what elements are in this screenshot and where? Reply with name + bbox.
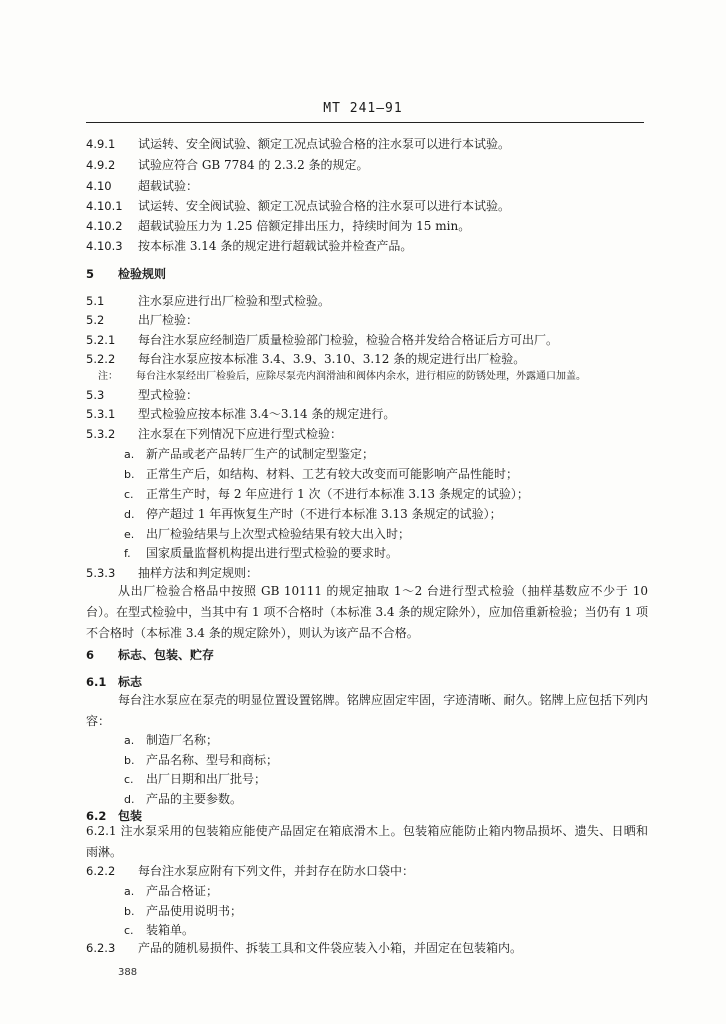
item-letter: f. — [124, 547, 131, 560]
item-letter: d. — [124, 508, 135, 521]
clause-text: 超载试验： — [138, 179, 199, 193]
list-item — [124, 792, 242, 807]
clause-5-3-2 — [86, 427, 342, 442]
item-text: 产品使用说明书； — [146, 904, 243, 918]
clause-number: 6.1 — [86, 675, 107, 689]
list-item — [124, 884, 218, 899]
clause-5-3-1 — [86, 407, 395, 422]
clause-6-2-3 — [86, 941, 522, 956]
note-5-2-2 — [98, 369, 586, 384]
page-number: 388 — [118, 967, 138, 978]
clause-4-10-3 — [86, 239, 412, 254]
clause-5-3-3 — [86, 566, 258, 581]
clause-4-9-1 — [86, 137, 510, 152]
item-text: 国家质量监督机构提出进行型式检验的要求时。 — [146, 546, 399, 560]
header-code: MT 241—91 — [323, 101, 403, 116]
item-letter: b. — [124, 468, 135, 481]
clause-number: 5.3.2 — [86, 427, 116, 441]
item-letter: b. — [124, 905, 135, 918]
clause-number: 4.10 — [86, 179, 112, 193]
item-text: 产品合格证； — [146, 884, 219, 898]
clause-5-1 — [86, 294, 330, 309]
clause-number: 4.10.3 — [86, 239, 123, 253]
item-text: 装箱单。 — [146, 923, 195, 937]
clause-text: 按本标准 3.14 条的规定进行超载试验并检查产品。 — [138, 239, 413, 253]
clause-number: 4.9.1 — [86, 137, 116, 151]
clause-text: 超载试验压力为 1.25 倍额定排出压力，持续时间为 15 min。 — [138, 219, 471, 233]
paragraph-sampling-rules: 从出厂检验合格品中按照 GB 10111 的规定抽取 1～2 台进行型式检验（抽样基数应不少于 10 台）。在型式检验中，当其中有 1 项不合格时（本标准 3.4 条的规定除外），应加倍重新检验；当仍有 1 项不合格时（本标准 3.4 条的规定除外），则认为该产品不合格。 — [86, 584, 648, 640]
item-text: 产品名称、型号和商标； — [146, 753, 279, 767]
list-item — [124, 772, 266, 787]
list-item — [124, 546, 398, 561]
clause-text: 型式检验： — [138, 388, 199, 402]
clause-text: 注水泵在下列情况下应进行型式检验： — [138, 427, 343, 441]
list-item — [124, 923, 194, 938]
list-item — [124, 447, 374, 462]
item-letter: a. — [124, 448, 135, 461]
item-letter: d. — [124, 793, 135, 806]
list-item — [124, 753, 278, 768]
list-item — [124, 527, 410, 542]
clause-text: 抽样方法和判定规则： — [138, 566, 259, 580]
item-letter: e. — [124, 528, 135, 541]
item-letter: a. — [124, 734, 135, 747]
clause-number: 5.3.3 — [86, 566, 116, 580]
clause-number: 6.2.3 — [86, 941, 116, 955]
list-item — [124, 507, 502, 522]
section-title: 标志、包装、贮存 — [118, 648, 215, 662]
clause-number: 5.2 — [86, 313, 105, 327]
clause-5-2-1 — [86, 333, 558, 348]
clause-number: 4.10.1 — [86, 199, 123, 213]
item-text: 产品的主要参数。 — [146, 792, 243, 806]
clause-text: 试运转、安全阀试验、额定工况点试验合格的注水泵可以进行本试验。 — [138, 137, 511, 151]
clause-text: 出厂检验： — [138, 313, 199, 327]
clause-5-3 — [86, 388, 198, 403]
note-label: 注： — [98, 371, 118, 382]
section-number: 5 — [86, 267, 95, 281]
list-item — [124, 467, 518, 482]
section-5-heading — [86, 267, 166, 282]
clause-number: 5.2.1 — [86, 333, 116, 347]
item-letter: c. — [124, 773, 134, 786]
clause-4-9-2 — [86, 158, 369, 173]
clause-text: 每台注水泵应附有下列文件，并封存在防水口袋中： — [138, 864, 415, 878]
header-rule — [86, 122, 644, 123]
clause-text: 试验应符合 GB 7784 的 2.3.2 条的规定。 — [138, 158, 369, 172]
clause-6-1-heading — [86, 675, 142, 690]
item-letter: b. — [124, 754, 135, 767]
clause-number: 5.3.1 — [86, 407, 116, 421]
clause-text: 每台注水泵应经制造厂质量检验部门检验，检验合格并发给合格证后方可出厂。 — [138, 333, 559, 347]
clause-text: 试运转、安全阀试验、额定工况点试验合格的注水泵可以进行本试验。 — [138, 199, 511, 213]
clause-5-2-2 — [86, 352, 525, 367]
clause-number: 5.3 — [86, 388, 105, 402]
paragraph-nameplate: 每台注水泵应在泵壳的明显位置设置铭牌。铭牌应固定牢固，字迹清晰、耐久。铭牌上应包括下列内容： — [86, 693, 648, 728]
clause-number: 4.9.2 — [86, 158, 116, 172]
item-letter: a. — [124, 885, 135, 898]
clause-4-10-2 — [86, 219, 470, 234]
clause-number: 6.2.2 — [86, 864, 116, 878]
clause-number: 4.10.2 — [86, 219, 123, 233]
note-text: 每台注水泵经出厂检验后，应除尽泵壳内润滑油和阀体内余水，进行相应的防锈处理，外露通口加盖。 — [136, 371, 586, 382]
clause-number: 5.1 — [86, 294, 105, 308]
clause-number: 6.2 — [86, 809, 107, 823]
list-item — [124, 733, 218, 748]
clause-text: 注水泵应进行出厂检验和型式检验。 — [138, 294, 331, 308]
list-item — [124, 904, 242, 919]
clause-4-10 — [86, 179, 198, 194]
item-text: 出厂日期和出厂批号； — [146, 772, 267, 786]
clause-number: 5.2.2 — [86, 352, 116, 366]
list-item — [124, 487, 529, 502]
item-text: 停产超过 1 年再恢复生产时（不进行本标准 3.13 条规定的试验）； — [146, 507, 502, 521]
section-number: 6 — [86, 648, 95, 662]
clause-text: 产品的随机易损件、拆装工具和文件袋应装入小箱，并固定在包装箱内。 — [138, 941, 523, 955]
paragraph-6-2-1: 6.2.1 注水泵采用的包装箱应能使产品固定在箱底滑木上。包装箱应能防止箱内物品损坏、遗失、日晒和雨淋。 — [86, 824, 648, 859]
clause-6-2-2 — [86, 864, 414, 879]
item-letter: c. — [124, 924, 134, 937]
item-letter: c. — [124, 488, 134, 501]
section-6-heading — [86, 648, 214, 663]
clause-text: 每台注水泵应按本标准 3.4、3.9、3.10、3.12 条的规定进行出厂检验。 — [138, 352, 526, 366]
section-title: 检验规则 — [118, 267, 167, 281]
clause-text: 型式检验应按本标准 3.4～3.14 条的规定进行。 — [138, 407, 396, 421]
item-text: 制造厂名称； — [146, 733, 219, 747]
item-text: 出厂检验结果与上次型式检验结果有较大出入时； — [146, 527, 411, 541]
clause-5-2 — [86, 313, 198, 328]
item-text: 正常生产后，如结构、材料、工艺有较大改变而可能影响产品性能时； — [146, 467, 519, 481]
clause-text: 包装 — [118, 809, 143, 823]
item-text: 正常生产时，每 2 年应进行 1 次（不进行本标准 3.13 条规定的试验）； — [146, 487, 529, 501]
clause-text: 标志 — [118, 675, 143, 689]
clause-4-10-1 — [86, 199, 510, 214]
item-text: 新产品或老产品转厂生产的试制定型鉴定； — [146, 447, 375, 461]
